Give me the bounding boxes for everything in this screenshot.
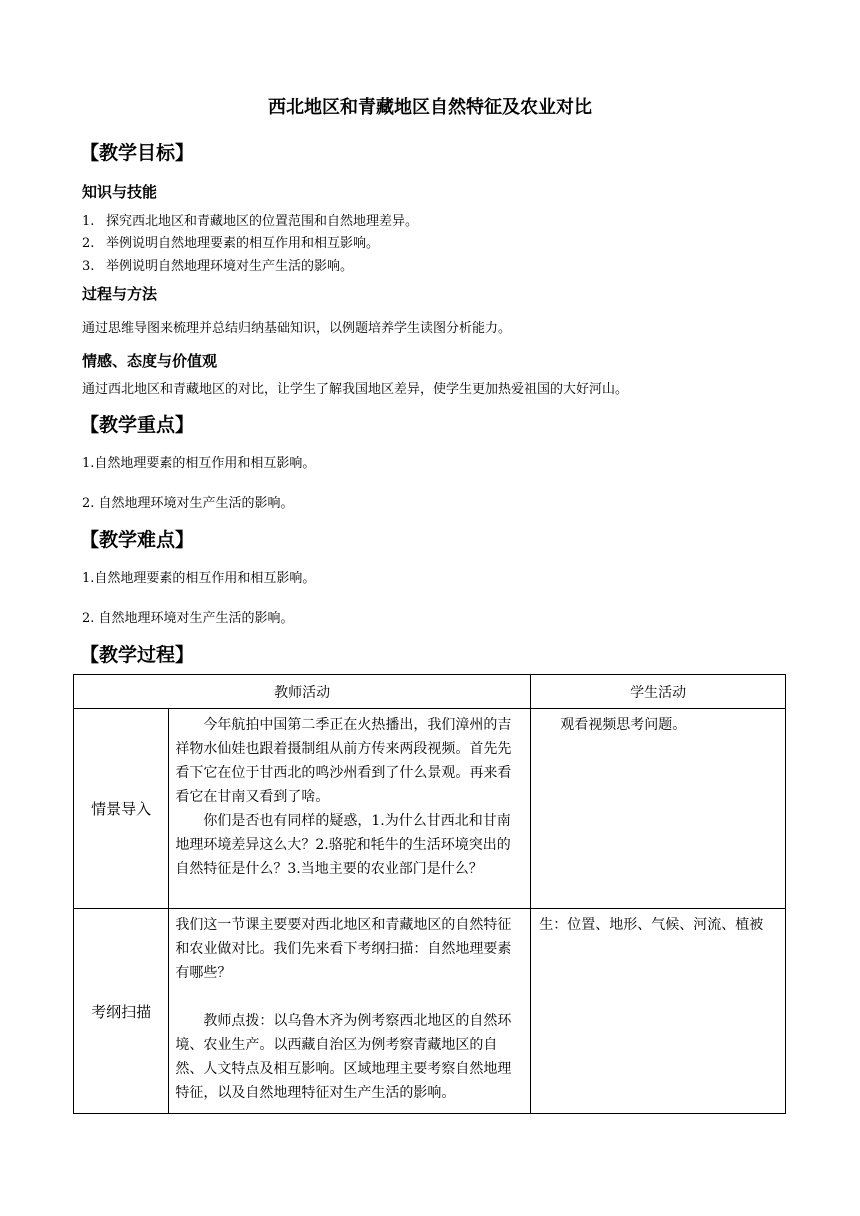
emotion-heading: 情感、态度与价值观 <box>82 352 218 370</box>
process-method-heading: 过程与方法 <box>82 285 158 303</box>
teacher-paragraph: 你们是否也有同样的疑惑，1.为什么甘西北和甘南地理环境差异这么大？2.骆驼和牦牛的生活环境突出的自然特征是什么？3.当地主要的农业部门是什么？ <box>175 813 511 877</box>
student-text: 生：位置、地形、气候、河流、植被 <box>539 917 764 933</box>
row-label: 情景导入 <box>74 709 169 909</box>
row-label: 考纲扫描 <box>74 909 169 1114</box>
objectives-heading: 【教学目标】 <box>80 142 195 164</box>
student-activity-header: 学生活动 <box>531 675 786 709</box>
list-number: 1. <box>82 214 95 229</box>
key-point-item: 1.自然地理要素的相互作用和相互影响。 <box>82 456 316 471</box>
teacher-activity-cell <box>169 709 531 909</box>
list-item <box>82 255 353 274</box>
difficulties-heading: 【教学难点】 <box>80 529 195 551</box>
list-text: 举例说明自然地理要素的相互作用和相互影响。 <box>106 236 380 251</box>
difficulty-item: 1.自然地理要素的相互作用和相互影响。 <box>82 571 316 586</box>
spacer <box>175 985 524 1009</box>
knowledge-heading: 知识与技能 <box>82 183 158 201</box>
student-activity-cell <box>531 909 786 1114</box>
teacher-activity-cell <box>169 909 531 1114</box>
key-point-item: 2. 自然地理环境对生产生活的影响。 <box>82 496 294 511</box>
emotion-text: 通过西北地区和青藏地区的对比，让学生了解我国地区差异，使学生更加热爱祖国的大好河山。 <box>82 382 629 397</box>
list-item <box>82 210 418 229</box>
student-text: 观看视频思考问题。 <box>560 717 687 733</box>
process-method-text: 通过思维导图来梳理并总结归纳基础知识，以例题培养学生读图分析能力。 <box>82 321 512 336</box>
teacher-activity-header: 教师活动 <box>74 675 531 709</box>
key-points-heading: 【教学重点】 <box>80 414 195 436</box>
student-activity-cell <box>531 709 786 909</box>
table-row <box>74 709 786 909</box>
list-text: 探究西北地区和青藏地区的位置范围和自然地理差异。 <box>106 214 419 229</box>
list-text: 举例说明自然地理环境对生产生活的影响。 <box>106 259 354 274</box>
list-item <box>82 232 379 251</box>
teacher-paragraph: 我们这一节课主要要对西北地区和青藏地区的自然特征和农业做对比。我们先来看下考纲扫描：自然地理要素有哪些？ <box>175 917 512 981</box>
process-heading: 【教学过程】 <box>80 644 195 666</box>
document-title: 西北地区和青藏地区自然特征及农业对比 <box>268 97 592 118</box>
teacher-paragraph: 教师点拨：以乌鲁木齐为例考察西北地区的自然环境、农业生产。以西藏自治区为例考察青藏地区的自然、人文特点及相互影响。区域地理主要考察自然地理特征，以及自然地理特征对生产生活的影响。 <box>175 1013 512 1101</box>
teacher-paragraph: 今年航拍中国第二季正在火热播出，我们漳州的吉祥物水仙娃也跟着摄制组从前方传来两段视频。首先先看下它在位于甘西北的鸣沙州看到了什么景观。再来看看它在甘南又看到了啥。 <box>175 717 512 805</box>
difficulty-item: 2. 自然地理环境对生产生活的影响。 <box>82 611 294 626</box>
teaching-process-table <box>73 674 786 1114</box>
list-number: 3. <box>82 259 95 274</box>
list-number: 2. <box>82 236 95 251</box>
table-header-row <box>74 675 786 709</box>
table-row <box>74 909 786 1114</box>
